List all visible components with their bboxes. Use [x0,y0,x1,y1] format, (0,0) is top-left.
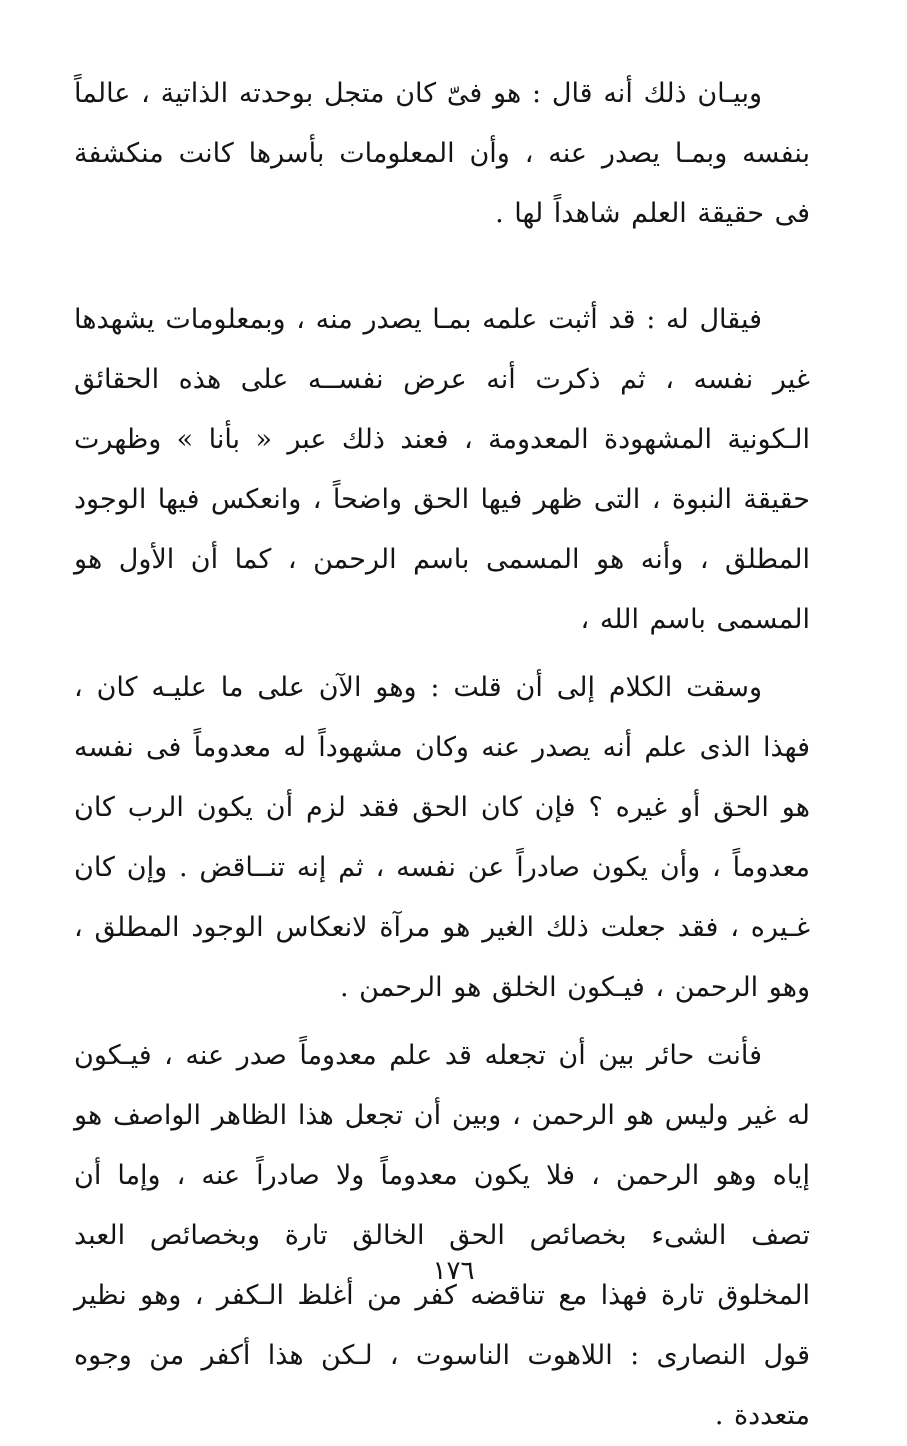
paragraph-4: فأنت حائر بين أن تجعله قد علم معدوماً صدر عنه ، فيـكون له غير وليس هو الرحمن ، وبين أن تجعل هذا الظاهر الواصف هو إياه وهو الرحمن ، فلا يكون معدوماً ولا صادراً عنه ، وإما أن تصف الشىء بخصائص الحق الخالق تارة وبخصائص العبد المخلوق تارة فهذا مع تناقضه كفر من أغلظ الـكفر ، وهو نظير قول النصارى : اللاهوت الناسوت ، لـكن هذا أكفر من وجوه متعددة . [74,1040,810,1431]
paragraph-spacer [74,1018,810,1026]
paragraph-1: وبيـان ذلك أنه قال : هو فىّ كان متجل بوحدته الذاتية ، عالماً بنفسه وبمـا يصدر عنه ، وأن المعلومات بأسرها كانت منكشفة فى حقيقة العلم شاهداً لها . [74,78,810,229]
paragraph-2: فيقال له : قد أثبت علمه بمـا يصدر منه ، وبمعلومات يشهدها غير نفسه ، ثم ذكرت أنه عرض نفســه على هذه الحقائق الـكونية المشهودة المعدومة ، فعند ذلك عبر « بأنا » وظهرت حقيقة النبوة ، التى ظهر فيها الحق واضحاً ، وانعكس فيها الوجود المطلق ، وأنه هو المسمى باسم الرحمن ، كما أن الأول هو المسمى باسم الله ، [74,304,810,635]
paragraph-3: وسقت الكلام إلى أن قلت : وهو الآن على ما عليـه كان ، فهذا الذى علم أنه يصدر عنه وكان مشهوداً له معدوماً فى نفسه هو الحق أو غيره ؟ فإن كان الحق فقد لزم أن يكون الرب كان معدوماً ، وأن يكون صادراً عن نفسه ، ثم إنه تنــاقض . وإن كان غـيره ، فقد جعلت ذلك الغير هو مرآة لانعكاس الوجود المطلق ، وهو الرحمن ، فيـكون الخلق هو الرحمن . [74,672,810,1003]
page-body [74,64,810,1446]
page-number: ١٧٦ [432,1256,475,1286]
paragraph-spacer [74,650,810,658]
paragraph-spacer [74,244,810,290]
